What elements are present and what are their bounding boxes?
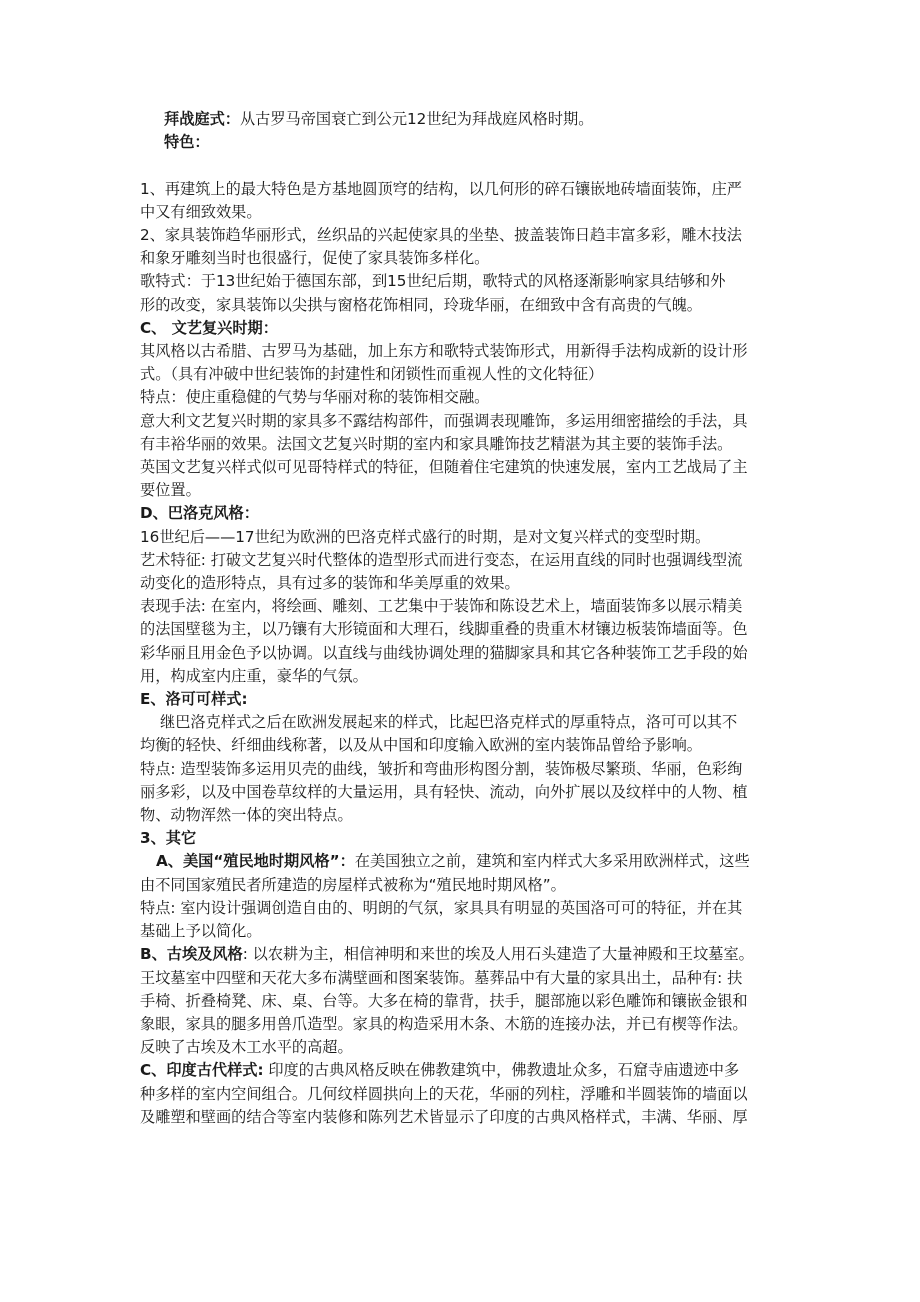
paragraph-line: 物、动物浑然一体的突出特点。 [140,806,353,825]
american-colonial-line [140,850,790,873]
paragraph-line: 其风格以古希腊、古罗马为基础，加上东方和歌特式装饰形式，用新得手法构成新的设计形 [140,342,748,361]
paragraph-line: 基础上予以简化。 [140,922,262,941]
paragraph-line: 反映了古埃及木工水平的高超。 [140,1038,353,1057]
paragraph-line: 特点: 造型装饰多运用贝壳的曲线，皱折和弯曲形构图分割，装饰极尽繁琐、华丽，色彩绚 [140,759,743,778]
egypt-text: : 以农耕为主，相信神明和来世的埃及人用石头建造了大量神殿和王坟墓室。 [242,945,754,964]
section-heading-baroque: D、巴洛克风格： [140,504,259,523]
features-label: 特色： [164,133,210,152]
paragraph-line: 象眼，家具的腿多用兽爪造型。家具的构造采用木条、木筋的连接办法，并已有楔等作法。 [140,1014,748,1033]
paragraph-line: 意大利文艺复兴时期的家具多不露结构部件，而强调表现雕饰，多运用细密描绘的手法，具 [140,411,748,430]
paragraph-line: 王坟墓室中四壁和天花大多布满壁画和图案装饰。墓葬品中有大量的家具出土，品种有: 扶 [140,968,743,987]
india-line [140,1059,790,1082]
paragraph-line: 的法国壁毯为主，以乃镶有大形镜面和大理石，线脚重叠的贵重木材镶边板装饰墙面等。色 [140,620,748,639]
paragraph-line: 16世纪后——17世纪为欧洲的巴洛克样式盛行的时期，是对文复兴样式的变型时期。 [140,527,711,546]
byzantine-heading: 拜战庭式： [164,110,240,128]
india-text: 印度的古典风格反映在佛教建筑中，佛教遗址众多，石窟寺庙遗迹中多 [263,1061,740,1080]
india-heading: C、印度古代样式: [140,1061,264,1080]
section-heading-renaissance: C、 文艺复兴时期： [140,318,278,337]
paragraph-line: 表现手法: 在室内，将绘画、雕刻、工艺集中于装饰和陈设艺术上，墙面装饰多以展示精美 [140,597,743,616]
section-heading-rococo: E、洛可可样式: [140,690,248,709]
paragraph-line: 及雕塑和壁画的结合等室内装修和陈列艺术皆显示了印度的古典风格样式，丰满、华丽、厚 [140,1107,748,1126]
american-text: 在美国独立之前，建筑和室内样式大多采用欧洲样式，这些 [354,852,750,871]
paragraph-line: 特点: 室内设计强调创造自由的、明朗的气氛，家具具有明显的英国洛可可的特征，并在其 [140,898,743,917]
paragraph-line: 英国文艺复兴样式似可见哥特样式的特征，但随着住宅建筑的快速发展，室内工艺战局了主 [140,458,748,477]
paragraph-line: 彩华丽且用金色予以协调。以直线与曲线协调处理的猫脚家具和其它各种装饰工艺手段的始 [140,643,748,662]
paragraph-line: 形的改变，家具装饰以尖拱与窗格花饰相同，玲珑华丽，在细致中含有高贵的气魄。 [140,295,702,314]
paragraph-line: 由不同国家殖民者所建造的房屋样式被称为“殖民地时期风格”。 [140,875,566,894]
paragraph-line: 式。（具有冲破中世纪装饰的封建性和闭锁性而重视人性的文化特征） [140,365,604,384]
byzantine-title-line [140,108,790,131]
paragraph-line: 和象牙雕刻当时也很盛行，促使了家具装饰多样化。 [140,249,490,268]
paragraph-line: 种多样的室内空间组合。几何纹样圆拱向上的天花，华丽的列柱，浮雕和半圆装饰的墙面以 [140,1084,748,1103]
paragraph-line: 歌特式：于13世纪始于德国东部，到15世纪后期，歌特式的风格逐渐影响家具结够和外 [140,272,726,291]
american-heading: A、美国“殖民地时期风格”： [156,852,355,871]
paragraph-line: 1、再建筑上的最大特色是方基地圆顶穹的结构，以几何形的碎石镶嵌地砖墙面装饰，庄严 [140,179,742,198]
paragraph-line: 要位置。 [140,481,201,500]
paragraph-line: 动变化的造形特点，具有过多的装饰和华美厚重的效果。 [140,574,520,593]
paragraph-line: 丽多彩，以及中国卷草纹样的大量运用，具有轻快、流动，向外扩展以及纹样中的人物、植 [140,782,748,801]
blank-line [140,154,790,177]
paragraph-line: 手椅、折叠椅凳、床、桌、台等。大多在椅的靠背，扶手，腿部施以彩色雕饰和镶嵌金银和 [140,991,748,1010]
paragraph-line: 中又有细致效果。 [140,202,262,221]
paragraph-line: 艺术特征: 打破文艺复兴时代整体的造型形式而进行变态，在运用直线的同时也强调线型流 [140,550,743,569]
egypt-heading: B、古埃及风格 [140,945,243,964]
paragraph-line: 2、家具装饰趋华丽形式，丝织品的兴起使家具的坐垫、披盖装饰日趋丰富多彩，雕木技法 [140,226,742,244]
paragraph-line: 均衡的轻快、纤细曲线称著，以及从中国和印度输入欧洲的室内装饰品曾给予影响。 [140,736,702,755]
egypt-line [140,943,790,966]
paragraph-line: 继巴洛克样式之后在欧洲发展起来的样式，比起巴洛克样式的厚重特点，洛可可以其不 [160,713,738,732]
section-heading-others: 3、其它 [140,829,197,848]
paragraph-line: 有丰裕华丽的效果。法国文艺复兴时期的室内和家具雕饰技艺精湛为其主要的装饰手法。 [140,434,733,453]
paragraph-line: 特点：使庄重稳健的气势与华丽对称的装饰相交融。 [140,388,490,407]
byzantine-text: 从古罗马帝国衰亡到公元12世纪为拜战庭风格时期。 [239,110,594,128]
paragraph-line: 用，构成室内庄重，豪华的气氛。 [140,666,368,685]
